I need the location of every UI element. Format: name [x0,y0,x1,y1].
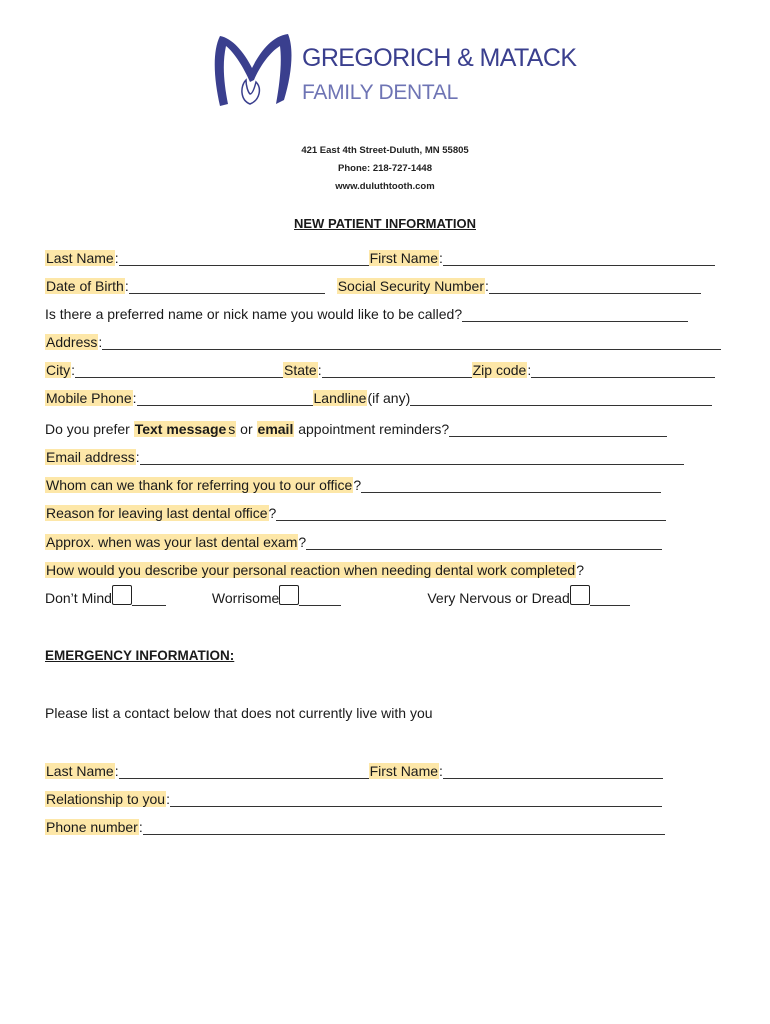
nickname-row [45,302,688,322]
mobile-label: Mobile Phone [46,390,132,406]
reminder-text-suffix: s [228,421,236,437]
address-field[interactable] [102,335,721,350]
reminder-suffix: appointment reminders? [294,421,450,437]
state-field[interactable] [322,363,472,378]
form-title: NEW PATIENT INFORMATION [294,216,476,231]
ssn-label: Social Security Number [337,278,484,294]
emergency-first-name-label: First Name [369,763,439,779]
email-field[interactable] [140,450,684,465]
referral-field[interactable] [361,478,661,493]
city-row: City : State : Zip code : [45,358,715,378]
emergency-phone-row: Phone number : [45,815,665,835]
last-name-field[interactable] [119,251,369,266]
city-label: City [46,362,71,378]
practice-logo-icon [210,30,296,110]
practice-subtitle: FAMILY DENTAL [302,81,458,104]
last-exam-row: Approx. when was your last dental exam ? [45,530,662,550]
emergency-heading: EMERGENCY INFORMATION: [45,648,235,663]
nickname-field[interactable] [462,307,688,322]
emergency-last-name-field[interactable] [119,764,369,779]
emergency-relationship-label: Relationship to you [46,791,166,807]
dob-label: Date of Birth [46,278,124,294]
emergency-first-name-field[interactable] [443,764,663,779]
email-label: Email address [46,449,135,465]
practice-name: GREGORICH & MATACK [302,44,577,72]
email-row: Email address : [45,445,684,465]
option-dont-mind-label: Don’t Mind [45,590,112,606]
phone-row: Mobile Phone : Landline (if any) [45,386,712,406]
option-worrisome-label: Worrisome [211,590,280,606]
referral-row: Whom can we thank for referring you to our office ? [45,473,661,493]
first-name-field[interactable] [443,251,715,266]
nickname-label: Is there a preferred name or nick name you would like to be called? [45,306,463,322]
reminder-field[interactable] [449,422,667,437]
last-exam-label: Approx. when was your last dental exam [46,534,298,550]
reaction-row [45,558,584,578]
practice-address: 421 East 4th Street-Duluth, MN 55805 [301,145,469,156]
reaction-question-mark: ? [576,562,584,578]
referral-label: Whom can we thank for referring you to our office [46,477,353,493]
emergency-phone-field[interactable] [143,820,665,835]
reminder-or: or [236,421,257,437]
option-worrisome-checkbox[interactable] [279,585,299,605]
option-nervous-checkbox[interactable] [570,585,590,605]
option-dont-mind-checkbox[interactable] [112,585,132,605]
first-name-label: First Name [369,250,439,266]
landline-label: Landline [313,390,367,406]
zip-label: Zip code [472,362,527,378]
mobile-field[interactable] [137,391,313,406]
landline-field[interactable] [410,391,712,406]
reason-field[interactable] [276,506,666,521]
address-label: Address [46,334,98,350]
state-label: State [284,362,317,378]
reason-row: Reason for leaving last dental office ? [45,501,666,521]
dob-row: Date of Birth : Social Security Number : [45,274,701,294]
reason-label: Reason for leaving last dental office [46,505,268,521]
address-row: Address : [45,330,721,350]
last-name-label: Last Name [46,250,114,266]
last-exam-field[interactable] [306,535,662,550]
option-nervous-label: Very Nervous or Dread [427,590,570,606]
name-row: Last Name : First Name : [45,246,715,266]
emergency-name-row: Last Name : First Name : [45,759,663,779]
reminder-text-option: Text message [134,421,227,437]
option-nervous-blank [590,591,630,606]
practice-phone: Phone: 218-727-1448 [338,163,432,174]
emergency-instructions: Please list a contact below that does not currently live with you [45,705,433,721]
city-field[interactable] [75,363,283,378]
emergency-phone-label: Phone number [46,819,138,835]
option-dont-mind-blank [132,591,166,606]
zip-field[interactable] [531,363,715,378]
ssn-field[interactable] [489,279,701,294]
reaction-label: How would you describe your personal reaction when needing dental work completed [46,562,576,578]
reminder-row [45,417,667,437]
option-worrisome-blank [299,591,341,606]
landline-note: (if any) [367,390,411,406]
reminder-email-option: email [257,421,294,437]
practice-website: www.duluthtooth.com [335,181,435,192]
emergency-relationship-field[interactable] [170,792,662,807]
reaction-options-row [45,586,630,606]
emergency-last-name-label: Last Name [46,763,114,779]
reminder-prefix: Do you prefer [45,421,134,437]
emergency-relationship-row: Relationship to you : [45,787,662,807]
dob-field[interactable] [129,279,325,294]
